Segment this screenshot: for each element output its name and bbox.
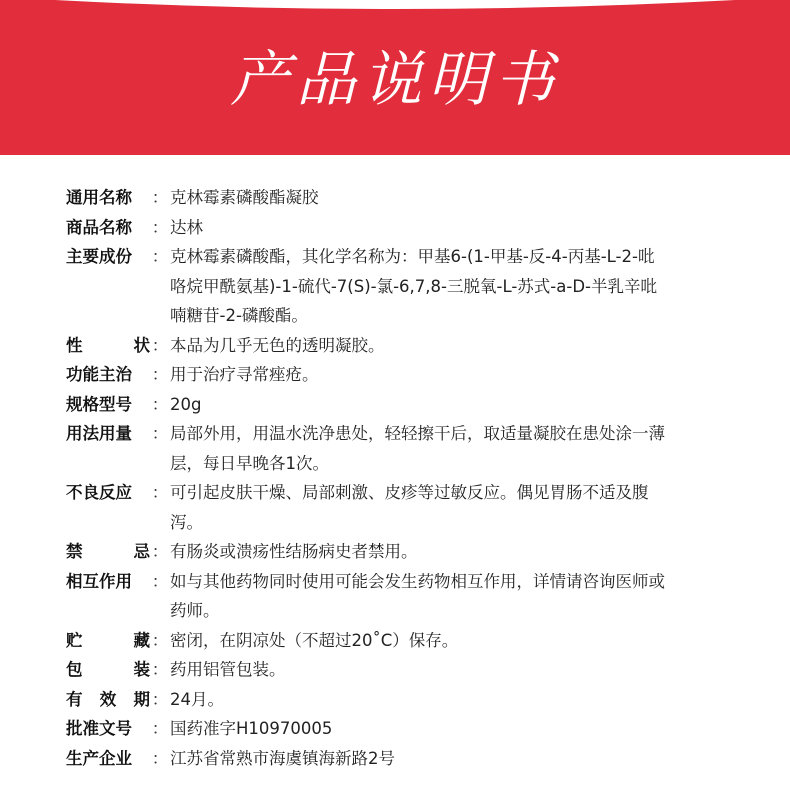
field-label: 批准文号: [66, 719, 132, 738]
field-colon: ：: [151, 689, 169, 709]
field-colon: ：: [151, 335, 169, 355]
field-appearance: [66, 331, 666, 361]
field-label: [66, 655, 150, 685]
field-label: [66, 626, 150, 656]
field-generic-name: [66, 183, 666, 213]
field-label: [66, 685, 150, 715]
field-storage: [66, 626, 666, 656]
field-value: 江苏省常熟市海虞镇海新路2号: [170, 748, 395, 768]
field-label: 商品名称: [66, 217, 132, 237]
field-label: 不良反应: [66, 483, 132, 502]
field-label: [66, 331, 150, 361]
field-colon: ：: [151, 217, 169, 237]
field-value: 24月。: [170, 689, 224, 709]
field-ingredients: [66, 242, 666, 331]
field-dosage: [66, 419, 666, 478]
label-char: 忌: [133, 542, 150, 561]
field-label: 功能主治: [66, 365, 132, 384]
field-specification: [66, 390, 666, 420]
field-value: 密闭，在阴凉处（不超过20˚C）保存。: [170, 630, 459, 650]
field-label: 相互作用: [66, 571, 132, 591]
field-value: 可引起皮肤干燥、局部刺激、皮疹等过敏反应。偶见胃肠不适及腹泻。: [170, 483, 649, 532]
field-brand-name: [66, 213, 666, 243]
label-char: 禁: [66, 542, 83, 561]
field-colon: ：: [151, 365, 169, 384]
field-contraindications: [66, 537, 666, 567]
field-approval-number: [66, 714, 666, 744]
field-indications: [66, 360, 666, 390]
field-colon: ：: [151, 394, 169, 414]
field-value: 国药准字H10970005: [170, 719, 333, 738]
product-info-list: [66, 183, 666, 773]
field-value: 局部外用，用温水洗净患处，轻轻擦干后，取适量凝胶在患处涂一薄层，每日早晚各1次。: [170, 424, 665, 473]
label-char: 效: [99, 689, 117, 709]
field-value: 用于治疗寻常痤疮。: [170, 365, 319, 384]
field-manufacturer: [66, 744, 666, 774]
field-colon: ：: [151, 247, 169, 266]
field-label: 规格型号: [66, 394, 132, 414]
field-label: 通用名称: [66, 188, 132, 207]
field-shelf-life: [66, 685, 666, 715]
field-value: 本品为几乎无色的透明凝胶。: [170, 335, 385, 355]
field-adverse-reactions: [66, 478, 666, 537]
field-colon: ：: [151, 748, 169, 768]
field-value: 如与其他药物同时使用可能会发生药物相互作用，详情请咨询医师或药师。: [170, 571, 665, 620]
label-char: 装: [133, 660, 150, 679]
field-value: 有肠炎或溃疡性结肠病史者禁用。: [170, 542, 418, 561]
field-interactions: [66, 567, 666, 626]
label-char: 贮: [66, 630, 83, 650]
field-packaging: [66, 655, 666, 685]
label-char: 包: [66, 660, 83, 679]
banner-top-arc: [0, 0, 790, 14]
field-colon: ：: [151, 571, 169, 591]
field-colon: ：: [151, 424, 169, 443]
label-char: 状: [133, 335, 150, 355]
field-value: 20g: [170, 394, 202, 414]
field-colon: ：: [151, 188, 169, 207]
label-char: 期: [133, 689, 150, 709]
field-colon: ：: [151, 719, 169, 738]
field-value: 克林霉素磷酸酯凝胶: [170, 188, 319, 207]
field-value: 药用铝管包装。: [170, 660, 286, 679]
label-char: 藏: [133, 630, 150, 650]
field-colon: ：: [151, 483, 169, 502]
field-value: 达林: [170, 217, 203, 237]
field-label: 主要成份: [66, 247, 132, 266]
field-value: 克林霉素磷酸酯，其化学名称为：甲基6-(1-甲基-反-4-丙基-L-2-吡咯烷甲酰氨基)-1-硫代-7(S)-氯-6,7,8-三脱氧-L-苏式-a-D-半乳辛吡喃糖苷-2-磷酸酯。: [170, 247, 657, 325]
page-title: 产品说明书: [230, 45, 560, 115]
field-label: 生产企业: [66, 748, 132, 768]
label-char: 有: [66, 689, 83, 709]
field-label: [66, 537, 150, 567]
header-banner: [0, 0, 790, 155]
field-label: 用法用量: [66, 424, 132, 443]
field-colon: ：: [151, 542, 169, 561]
field-colon: ：: [151, 660, 169, 679]
label-char: 性: [66, 335, 83, 355]
field-colon: ：: [151, 630, 169, 650]
